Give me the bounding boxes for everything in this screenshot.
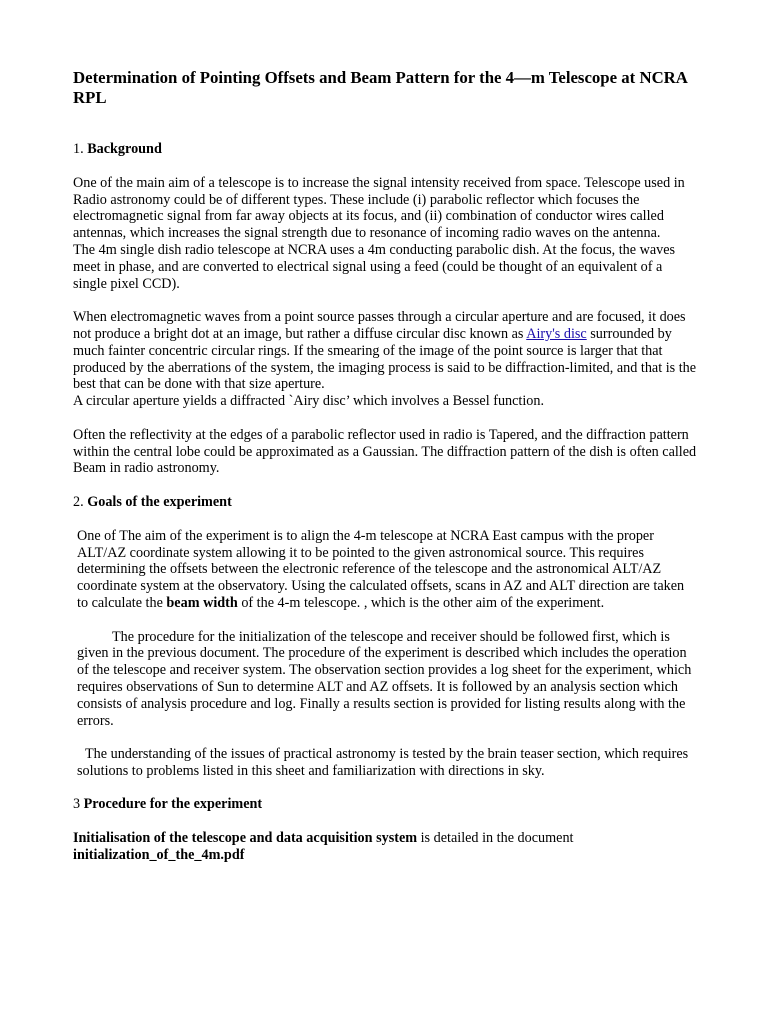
initialisation-term: Initialisation of the telescope and data acquisition system [73,830,418,847]
section-number: 1. [73,141,84,157]
paragraph-text: is detailed in the document [420,830,574,847]
section-number: 2. [73,493,84,510]
paragraph-text: When electromagnetic waves from a point source passes through a circular aperture and are focused, it does not produce a bright dot at an image, but rather a diffuse circular disc known as [73,309,686,342]
paragraph-text: One of The aim of the experiment is to align the 4-m telescope at NCRA East campus with the proper ALT/AZ coordinate system allowing it to be pointed to the given astronomical source. This requires determining the offsets between the electronic reference of the telescope and the astronomical ALT/AZ coordinate system at the observatory. Using the calculated offsets, scans in AZ and ALT direction are taken to calculate the [77,527,685,611]
paragraph-text: One of the main aim of a telescope is to increase the signal intensity received from space. Telescope used in Radio astronomy could be of different types. These include (i) parabolic reflector which focuses the electromagnetic signal from far away objects at its focus, and (ii) combination of conductor wires called antennas, which increases the signal strength due to resonance of incoming radio waves on the antenna. [73,174,685,242]
paragraph-text: The 4m single dish radio telescope at NCRA uses a 4m conducting parabolic dish. At the focus, the waves meet in phase, and are converted to electrical signal using a feed (could be thought of an equivalent of a single pixel CCD). [73,241,676,292]
section-number: 3 [73,796,81,813]
section-heading-procedure [73,796,698,813]
goals-paragraph-1 [73,528,698,612]
goals-paragraph-2: The procedure for the initialization of the telescope and receiver should be followed first, which is given in the previous document. The procedure of the experiment is described which includes the operation of the telescope and receiver system. The observation section provides a log sheet for the experiment, which requires observations of Sun to determine ALT and AZ offsets. It is followed by an analysis section which consists of analysis procedure and log. Finally a results section is provided for listing results along with the errors. [77,628,692,729]
airys-disc-link[interactable]: Airy's disc [526,325,587,342]
paragraph-text: surrounded by much fainter concentric circular rings. If the smearing of the image of the point source is larger that that produced by the aberrations of the system, the imaging process is said to be diffraction-limited, and that is the best that can be done with that size aperture. [73,325,697,393]
beam-width-term: beam width [166,594,238,611]
section-title: Background [87,141,162,157]
document-page [73,68,698,881]
paragraph-text: A circular aperture yields a diffracted `Airy disc’ which involves a Bessel function. [73,393,545,410]
paragraph-text: of the 4-m telescope. , which is the other aim of the experiment. [241,594,605,611]
section-title: Goals of the experiment [87,493,232,510]
background-paragraph-3: Often the reflectivity at the edges of a parabolic reflector used in radio is Tapered, and the diffraction pattern within the central lobe could be approximated as a Gaussian. The diffraction pattern of the dish is often called Beam in radio astronomy. [73,426,697,477]
background-paragraph-2 [73,309,698,410]
initialization-filename: initialization_of_the_4m.pdf [73,847,245,864]
procedure-paragraph-1 [73,830,698,864]
section-heading-goals [73,494,698,511]
document-title: Determination of Pointing Offsets and Beam Pattern for the 4—m Telescope at NCRA RPL [73,68,687,107]
background-paragraph-1 [73,175,698,293]
section-title: Procedure for the experiment [83,796,263,813]
section-heading-background [73,141,698,158]
goals-paragraph-3: The understanding of the issues of practical astronomy is tested by the brain teaser section, which requires solutions to problems listed in this sheet and familiarization with directions in sky. [77,746,689,779]
